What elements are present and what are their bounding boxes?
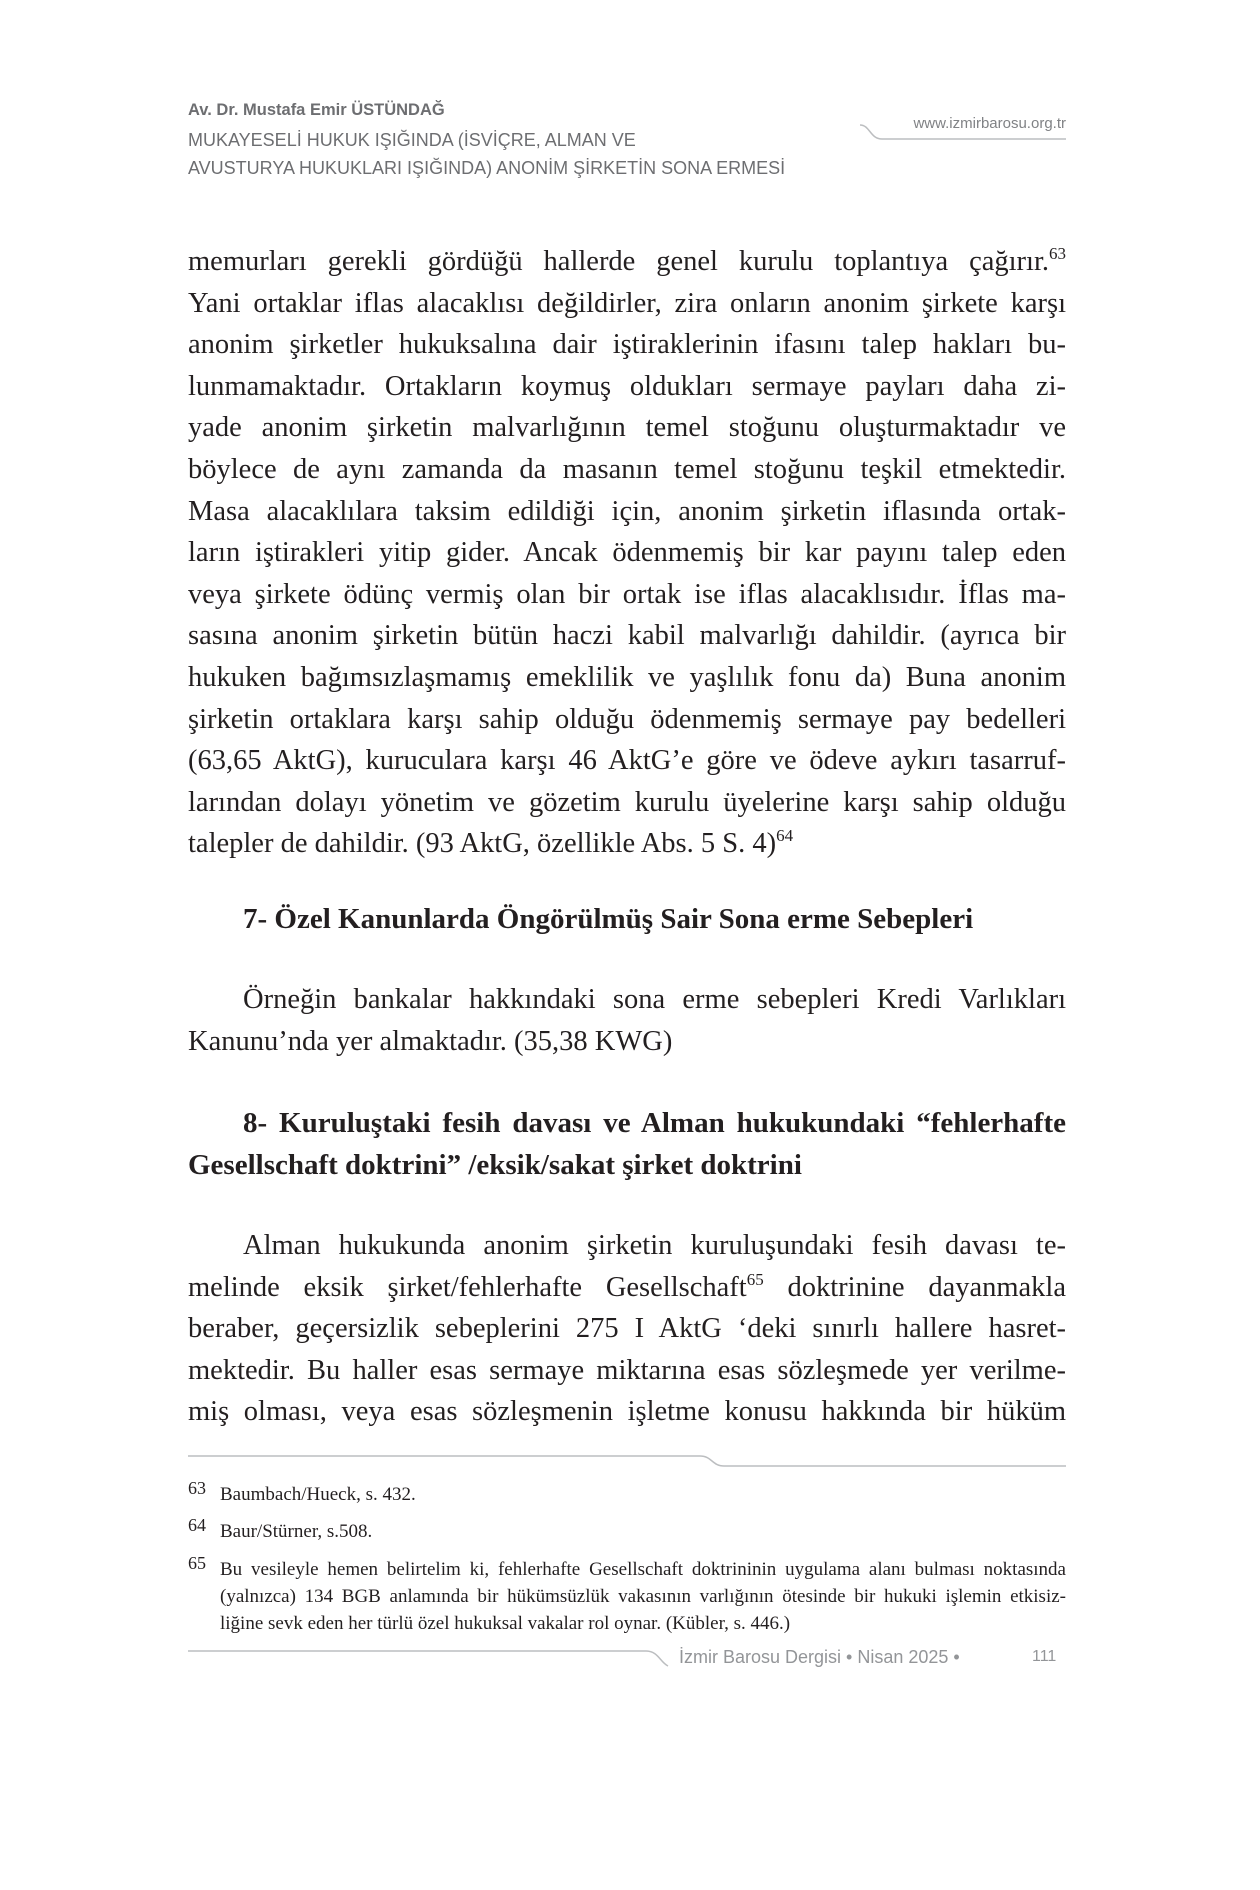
footnote-line: Baumbach/Hueck, s. 432. (220, 1484, 416, 1505)
footnote (188, 1553, 1066, 1637)
body-line: miş olması, veya esas sözleşmenin işletme konusu hakkında bir hüküm (188, 1396, 1066, 1428)
footnote-number: 63 (188, 1478, 206, 1498)
section-heading-line: 8- Kuruluştaki fesih davası ve Alman hukukundaki “fehlerhafte (243, 1107, 1066, 1139)
footnote-ref: 63 (1049, 244, 1066, 263)
footnote (188, 1478, 1066, 1508)
body-line (188, 823, 1066, 865)
body-line: larından dolayı yönetim ve gözetim kurulu üyelerine karşı sahip olduğu (188, 786, 1066, 818)
body-line (188, 1267, 1066, 1309)
body-line: Yani ortaklar iflas alacaklısı değildirler, zira onların anonim şirkete karşı (188, 287, 1066, 319)
body-line: Masa alacaklılara taksim edildiği için, anonim şirketin iflasında ortak- (188, 495, 1066, 527)
footnote-line: (yalnızca) 134 BGB anlamında bir hükümsüzlük vakasının varlığının ötesinde bir hukuki işlemin etkisiz- (220, 1586, 1066, 1607)
body-line: beraber, geçersizlik sebeplerini 275 I AktG ‘deki sınırlı hallere hasret- (188, 1313, 1066, 1345)
footnote-text (220, 1481, 1066, 1508)
article-title-line: AVUSTURYA HUKUKLARI IŞIĞINDA) ANONİM ŞİRKETİN SONA ERMESİ (188, 158, 786, 178)
footnote-line: Baur/Stürner, s.508. (220, 1521, 373, 1542)
body-line: mektedir. Bu haller esas sermaye miktarına esas sözleşmede yer verilme- (188, 1354, 1066, 1386)
body-line-text: melinde eksik şirket/fehlerhafte Gesellschaft (188, 1271, 747, 1303)
body-line-text: memurları gerekli gördüğü hallerde genel kurulu toplantıya çağırır. (188, 246, 1049, 277)
section-heading (188, 899, 1066, 941)
body-line: lunmamaktadır. Ortakların koymuş oldukları sermaye payları daha zi- (188, 370, 1066, 402)
footer-rule (188, 1651, 668, 1666)
footnote-ref: 65 (746, 1269, 764, 1289)
footnote-separator (188, 1456, 1066, 1466)
paragraph (188, 1225, 1066, 1433)
article-title-line: MUKAYESELİ HUKUK IŞIĞINDA (İSVİÇRE, ALMAN VE (188, 130, 636, 150)
website-url: www.izmirbarosu.org.tr (913, 115, 1066, 132)
footnote-line: liğine sevk eden her türlü özel hukuksal vakalar rol oynar. (Kübler, s. 446.) (220, 1613, 791, 1634)
footnote-line: Bu vesileyle hemen belirtelim ki, fehlerhafte Gesellschaft doktrininin uygulama alanı bulması noktasında (220, 1559, 1066, 1580)
body-line: sasına anonim şirketin bütün haczi kabil malvarlığı dahildir. (ayrıca bir (188, 620, 1066, 652)
footnote-ref: 64 (776, 826, 794, 846)
body-line-text: doktrinine dayanmakla (787, 1271, 1067, 1303)
body-line (188, 241, 1066, 283)
journal-name: İzmir Barosu Dergisi • Nisan 2025 • (679, 1647, 960, 1667)
body-line: Kanunu’nda yer almaktadır. (35,38 KWG) (188, 1025, 673, 1057)
section-heading-line: Gesellschaft doktrini” /eksik/sakat şirket doktrini (188, 1148, 802, 1181)
article-title (188, 126, 785, 182)
footnote-number: 64 (188, 1515, 206, 1535)
body-line: şirketin ortaklara karşı sahip olduğu ödenmemiş sermaye pay bedelleri (188, 703, 1066, 735)
body-line: Örneğin bankalar hakkındaki sona erme sebepleri Kredi Varlıkları (243, 984, 1066, 1015)
body-line: böylece de aynı zamanda da masanın temel stoğunu teşkil etmektedir. (188, 453, 1066, 485)
paragraph (188, 241, 1066, 865)
body-line: veya şirkete ödünç vermiş olan bir ortak ise iflas alacaklısıdır. İflas ma- (188, 578, 1066, 610)
author-name: Av. Dr. Mustafa Emir ÜSTÜNDAĞ (188, 101, 445, 119)
section-heading-line: 7- Özel Kanunlarda Öngörülmüş Sair Sona erme Sebepleri (243, 903, 974, 935)
footnote (188, 1515, 1066, 1545)
body-line: (63,65 AktG), kuruculara karşı 46 AktG’e göre ve ödeve aykırı tasarruf- (188, 745, 1066, 777)
body-line-text: talepler de dahildir. (93 AktG, özellikle Abs. 5 S. 4) (188, 828, 777, 860)
footnote-number: 65 (188, 1553, 206, 1573)
body-line: hukuken bağımsızlaşmamış emeklilik ve yaşlılık fonu da) Buna anonim (188, 661, 1066, 693)
body-line: ların iştirakleri yitip gider. Ancak ödenmemiş bir kar payını talep eden (188, 537, 1066, 569)
body-line: anonim şirketler hukuksalına dair iştiraklerinin ifasını talep hakları bu- (188, 329, 1066, 361)
footnote-text (220, 1518, 1066, 1545)
paragraph (188, 979, 1066, 1062)
body-line: Alman hukukunda anonim şirketin kuruluşundaki fesih davası te- (243, 1230, 1066, 1261)
body-line: yade anonim şirketin malvarlığının temel stoğunu oluşturmaktadır ve (188, 412, 1066, 444)
page-number: 111 (1032, 1648, 1057, 1665)
section-heading (188, 1103, 1066, 1186)
footnote-text (220, 1556, 1066, 1637)
